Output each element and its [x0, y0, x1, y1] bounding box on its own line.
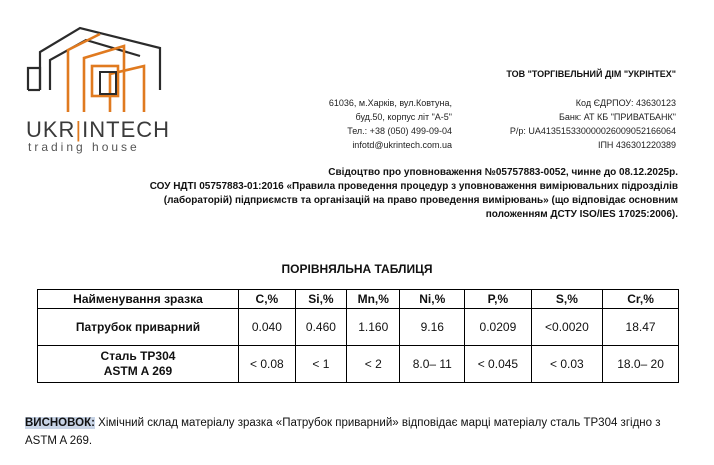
header-sample-name: Найменування зразка: [38, 290, 239, 309]
table-cell: 18.0– 20: [603, 346, 679, 383]
brand-right: INTECH: [82, 117, 171, 142]
conclusion-label: ВИСНОВОК:: [25, 417, 95, 429]
table-cell: < 0.08: [239, 346, 296, 383]
table-cell: 1.160: [347, 309, 400, 346]
table-row: [38, 346, 679, 383]
header-silicon: Si,%: [295, 290, 346, 309]
email-line: infotd@ukrintech.com.ua: [352, 140, 452, 150]
header-chromium: Cr,%: [603, 290, 679, 309]
comparison-table: [37, 289, 679, 383]
header-manganese: Mn,%: [347, 290, 400, 309]
brand-left: UKR: [26, 117, 76, 142]
table-cell: <0.0020: [531, 309, 602, 346]
table-cell: 0.460: [295, 309, 346, 346]
header-sulfur: S,%: [531, 290, 602, 309]
company-name: ТОВ "ТОРГІВЕЛЬНИЙ ДІМ "УКРІНТЕХ": [506, 69, 676, 79]
table-cell: < 0.045: [465, 346, 532, 383]
certificate-line: (лабораторій) підприємств та організацій на право проведення вимірювань» (що відповідає основним: [163, 195, 678, 206]
phone-line: Тел.: +38 (050) 499-09-04: [347, 126, 452, 136]
certificate-line: положенням ДСТУ ISO/IES 17025:2006).: [485, 209, 678, 220]
sample-name: Патрубок приварний: [75, 319, 201, 334]
tax-number: ІПН 436301220389: [597, 140, 676, 150]
brand-subtitle: trading house: [28, 140, 140, 154]
table-cell: 18.47: [603, 309, 679, 346]
table-cell: < 1: [295, 346, 346, 383]
table-cell: 0.040: [239, 309, 296, 346]
table-cell: 0.0209: [465, 309, 532, 346]
company-bank-details: [456, 96, 676, 152]
conclusion-paragraph: [25, 414, 695, 450]
table-cell: 9.16: [400, 309, 465, 346]
conclusion-text: Хімічний склад матеріалу зразка «Патрубок приварний» відповідає марці матеріалу сталь ТР304 згідно з ASTM A 269.: [25, 417, 661, 447]
address-line: 61036, м.Харків, вул.Ковтуна,: [328, 98, 452, 108]
table-cell: < 2: [347, 346, 400, 383]
header-phosphorus: P,%: [465, 290, 532, 309]
certificate-line: СОУ НДТІ 05757883-01:2016 «Правила проведення процедур з уповноваження вимірювальних підрозділів: [149, 181, 678, 192]
certificate-block: [30, 166, 678, 222]
table-cell: < 0.03: [531, 346, 602, 383]
bank-account: Р/р: UA413515330000026009052166064: [509, 126, 676, 136]
table-cell: 8.0– 11: [400, 346, 465, 383]
table-header-row: [38, 290, 679, 309]
sample-name-cell: [38, 346, 239, 383]
sample-name-cell: [38, 309, 239, 346]
certificate-line: Свідоцтво про уповноваження №05757883-0052, чинне до 08.12.2025р.: [328, 167, 678, 178]
brand-accent-bar: |: [75, 117, 83, 142]
address-line: буд.50, корпус літ "А-5": [355, 112, 452, 122]
bank-name: Банк: АТ КБ "ПРИВАТБАНК": [558, 112, 676, 122]
house-outline-icon: [20, 20, 180, 130]
edrpou-code: Код ЄДРПОУ: 43630123: [575, 98, 676, 108]
header-nickel: Ni,%: [400, 290, 465, 309]
sample-name: Сталь ТР304: [100, 349, 176, 363]
table-title: ПОРІВНЯЛЬНА ТАБЛИЦЯ: [281, 262, 433, 276]
table-row: [38, 309, 679, 346]
company-address: [300, 96, 452, 152]
sample-standard: ASTM A 269: [103, 364, 173, 378]
header-carbon: C,%: [239, 290, 296, 309]
